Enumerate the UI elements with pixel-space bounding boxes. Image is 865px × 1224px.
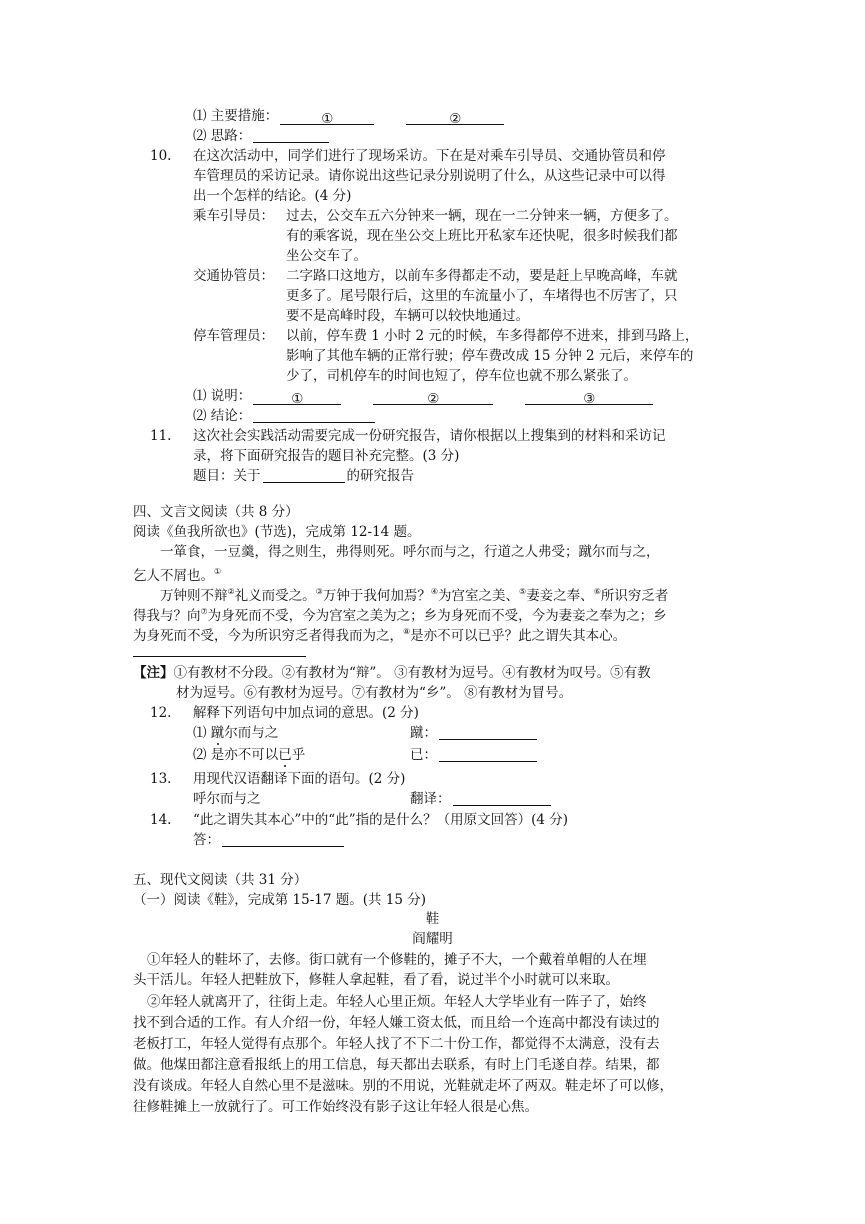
- q9-measure-blank-1[interactable]: ①: [280, 109, 374, 125]
- q11-number: 11.: [150, 428, 172, 444]
- section4-heading: 四、文言文阅读（共 8 分）: [133, 504, 299, 520]
- q12-stem: 解释下列语句中加点词的意思。(2 分): [193, 705, 419, 721]
- q10-traffic-text-2: 更多了。尾号限行后，这里的车流量小了，车堵得也不厉害了，只: [286, 288, 678, 304]
- q10-traffic-label: 交通协管员：: [193, 268, 274, 284]
- q10-traffic-text-3: 要不是高峰时段，车辆可以较快地通过。: [286, 308, 529, 324]
- section5-heading: 五、现代文阅读（共 31 分）: [133, 872, 308, 888]
- para2-seg-d: 为宫室之美、: [438, 588, 520, 604]
- q10-parking-text-2: 影响了其他车辆的正常行驶；停车费改成 15 分钟 2 元后，来停车的: [286, 348, 694, 364]
- q12-item1: [193, 723, 278, 743]
- q13-number: 13.: [150, 771, 172, 787]
- q12-item1-blank[interactable]: [439, 724, 537, 740]
- q12-item2-answer: [410, 745, 539, 765]
- q10-conclusion-line: [193, 406, 377, 426]
- para2-seg-b: 礼义而受之。: [234, 588, 316, 604]
- footnote-marker-2: ②: [227, 587, 235, 596]
- q10-explain-label: ⑴ 说明：: [193, 388, 252, 404]
- footnote-marker-3: ③: [315, 587, 323, 596]
- q14-number: 14.: [150, 812, 172, 828]
- q12-item1-answer: [410, 723, 539, 743]
- q12-item1-dotted-word: 蹴: [210, 725, 225, 741]
- story-p2-line4: 做。他煤田都注意看报纸上的用工信息，每天都出去联系，有时上门毛遂自荐。结果，都: [133, 1057, 660, 1073]
- note-line1: [133, 663, 651, 683]
- story-p2-line2: 找不到合适的工作。有人介绍一份，年轻人嫌工资太低，而且给一个连高中都没有读过的: [133, 1015, 660, 1031]
- q12-number: 12.: [150, 705, 172, 721]
- q10-traffic-text-1: 二字路口这地方，以前车多得都走不动，要是赶上早晚高峰，车就: [286, 268, 678, 284]
- story-p2-line5: 没有谈成。年轻人自然心里不是滋味。别的不用说，光鞋就走坏了两双。鞋走坏了可以修，: [133, 1078, 673, 1094]
- q14-answer-label: 答：: [193, 832, 220, 848]
- q12-item1-pre: ⑴: [193, 725, 211, 741]
- q10-explain-blank-2[interactable]: ②: [373, 389, 493, 405]
- q11-stem-2: 录，将下面研究报告的题目补充完整。(3 分): [193, 448, 460, 464]
- q10-explain-blank-1[interactable]: ①: [253, 389, 341, 405]
- q11-title-prefix: 题目：关于: [193, 468, 261, 484]
- q13-answer: [410, 789, 553, 809]
- q9-idea-label: ⑵ 思路：: [193, 128, 252, 144]
- footnote-marker-5: ⑤: [519, 587, 527, 596]
- q10-number: 10.: [150, 148, 172, 164]
- note-label: 【注】: [133, 665, 174, 681]
- q9-measure-label: ⑴ 主要措施：: [193, 108, 279, 124]
- q10-conclusion-label: ⑵ 结论：: [193, 408, 252, 424]
- story-title: 鞋: [425, 911, 440, 927]
- note-line2: 材为逗号。⑥有教材为逗号。⑦有教材为“乡”。 ⑧有教材为冒号。: [176, 685, 573, 701]
- q13-blank[interactable]: [453, 790, 551, 806]
- q14-answer-blank[interactable]: [222, 831, 344, 847]
- q10-stem-2: 车管理员的采访记录。请你说出这些记录分别说明了什么，从这些记录中可以得: [193, 168, 666, 184]
- q9-measure-blank-2[interactable]: ②: [406, 109, 504, 125]
- q10-explain-line: [193, 386, 655, 406]
- q11-title-line: [193, 466, 414, 486]
- q10-guide-text-3: 坐公交车了。: [286, 248, 367, 264]
- story-author: 阎耀明: [412, 931, 453, 947]
- q10-parking-text-3: 少了，司机停车的时间也短了，停车位也就不那么紧张了。: [286, 368, 637, 384]
- q12-item2-dotted-word: 已: [278, 747, 292, 763]
- q12-item2-label: 已：: [410, 747, 437, 763]
- q9-idea-blank[interactable]: [253, 127, 329, 143]
- q14-answer-line: [193, 830, 346, 850]
- q10-stem-1: 在这次活动中，同学们进行了现场采访。下在是对乘车引导员、交通协管员和停: [193, 148, 666, 164]
- para2-line2-seg-a: 得我与？向: [133, 608, 201, 624]
- q9-idea-line: [193, 126, 331, 146]
- q11-title-blank[interactable]: [263, 467, 345, 483]
- q10-guide-text-1: 过去，公交车五六分钟来一辆，现在一二分钟来一辆，方便多了。: [286, 208, 678, 224]
- q11-stem-1: 这次社会实践活动需要完成一份研究报告，请你根据以上搜集到的材料和采访记: [193, 428, 666, 444]
- footnote-marker-4: ④: [430, 587, 439, 596]
- section5-intro: （一）阅读《鞋》，完成第 15-17 题。(共 15 分): [133, 892, 427, 908]
- q12-item2-pre: ⑵ 是亦不可以: [193, 747, 279, 763]
- q10-parking-text-1: 以前，停车费 1 小时 2 元的时候，车多得都停不进来，排到马路上，: [286, 328, 699, 344]
- story-p2-line3: 老板打工，年轻人觉得有点那个。年轻人找了不下二十份工作，都觉得不太满意，没有去: [133, 1036, 660, 1052]
- q10-parking-label: 停车管理员：: [193, 328, 274, 344]
- q12-item1-post: 尔而与之: [224, 725, 279, 741]
- q10-conclusion-blank[interactable]: [253, 407, 375, 423]
- passage-para1-line1: 一箪食，一豆羹，得之则生，弗得则死。呼尔而与之，行道之人弗受；蹴尔而与之，: [160, 544, 660, 560]
- q10-explain-blank-3[interactable]: ③: [525, 389, 653, 405]
- note-text-1: ①有教材不分段。②有教材为“辩”。 ③有教材为逗号。④有教材为叹号。⑤有教: [173, 665, 651, 681]
- q12-item2-blank[interactable]: [439, 746, 537, 762]
- q9-measures-line: [193, 106, 506, 126]
- q12-item1-label: 蹴：: [410, 725, 437, 741]
- passage-para1-text: 乞人不屑也。: [133, 568, 214, 584]
- para2-seg-e: 妻妾之奉、: [526, 588, 594, 604]
- story-p2-line6: 往修鞋摊上一放就行了。可工作始终没有影子这让年轻人很是心焦。: [133, 1099, 538, 1115]
- para2-line3-seg-b: 是亦不可以已乎？此之谓失其本心。: [410, 628, 627, 644]
- para2-seg-a: 万钟则不辩: [160, 588, 228, 604]
- story-p1-line2: 头干活儿。年轻人把鞋放下，修鞋人拿起鞋，看了看，说过半个小时就可以来取。: [133, 972, 619, 988]
- q10-stem-3: 出一个怎样的结论。(4 分): [193, 188, 352, 204]
- passage-para2-line3: [133, 622, 626, 646]
- para2-seg-c: 万钟于我何加焉？: [322, 588, 431, 604]
- footnote-marker-8: ⑧: [403, 627, 411, 636]
- story-p2-line1: ②年轻人就离开了，往街上走。年轻人心里正烦。年轻人大学毕业有一阵子了，始终: [147, 994, 647, 1010]
- q12-item2: [193, 745, 305, 765]
- q12-item2-post: 乎: [291, 747, 306, 763]
- para2-line2-seg-b: 为身死而不受，今为宫室之美为之；乡为身死而不受，今为妻妾之奉为之；乡: [207, 608, 667, 624]
- footnote-separator: [133, 656, 306, 657]
- q13-stem: 用现代汉语翻译下面的语句。(2 分): [193, 771, 406, 787]
- story-p1-line1: ①年轻人的鞋坏了，去修。街口就有一个修鞋的，摊子不大，一个戴着单帽的人在埋: [147, 952, 647, 968]
- q10-guide-label: 乘车引导员：: [193, 208, 274, 224]
- q13-sentence: 呼尔而与之: [193, 791, 261, 807]
- q10-guide-text-2: 有的乘客说，现在坐公交上班比开私家车还快呢，很多时候我们都: [286, 228, 678, 244]
- section4-intro: 阅读《鱼我所欲也》(节选)，完成第 12-14 题。: [133, 524, 421, 540]
- q13-label: 翻译：: [410, 791, 451, 807]
- footnote-marker-7: ⑦: [200, 607, 208, 616]
- para2-seg-f: 所识穷乏者: [600, 588, 669, 604]
- para2-line3-seg-a: 为身死而不受，今为所识穷乏者得我而为之，: [133, 628, 403, 644]
- footnote-marker-1: ①: [214, 567, 222, 576]
- footnote-marker-6: ⑥: [593, 587, 601, 596]
- q14-stem: “此之谓失其本心”中的“此”指的是什么？（用原文回答）(4 分): [193, 812, 569, 828]
- q11-title-suffix: 的研究报告: [346, 468, 414, 484]
